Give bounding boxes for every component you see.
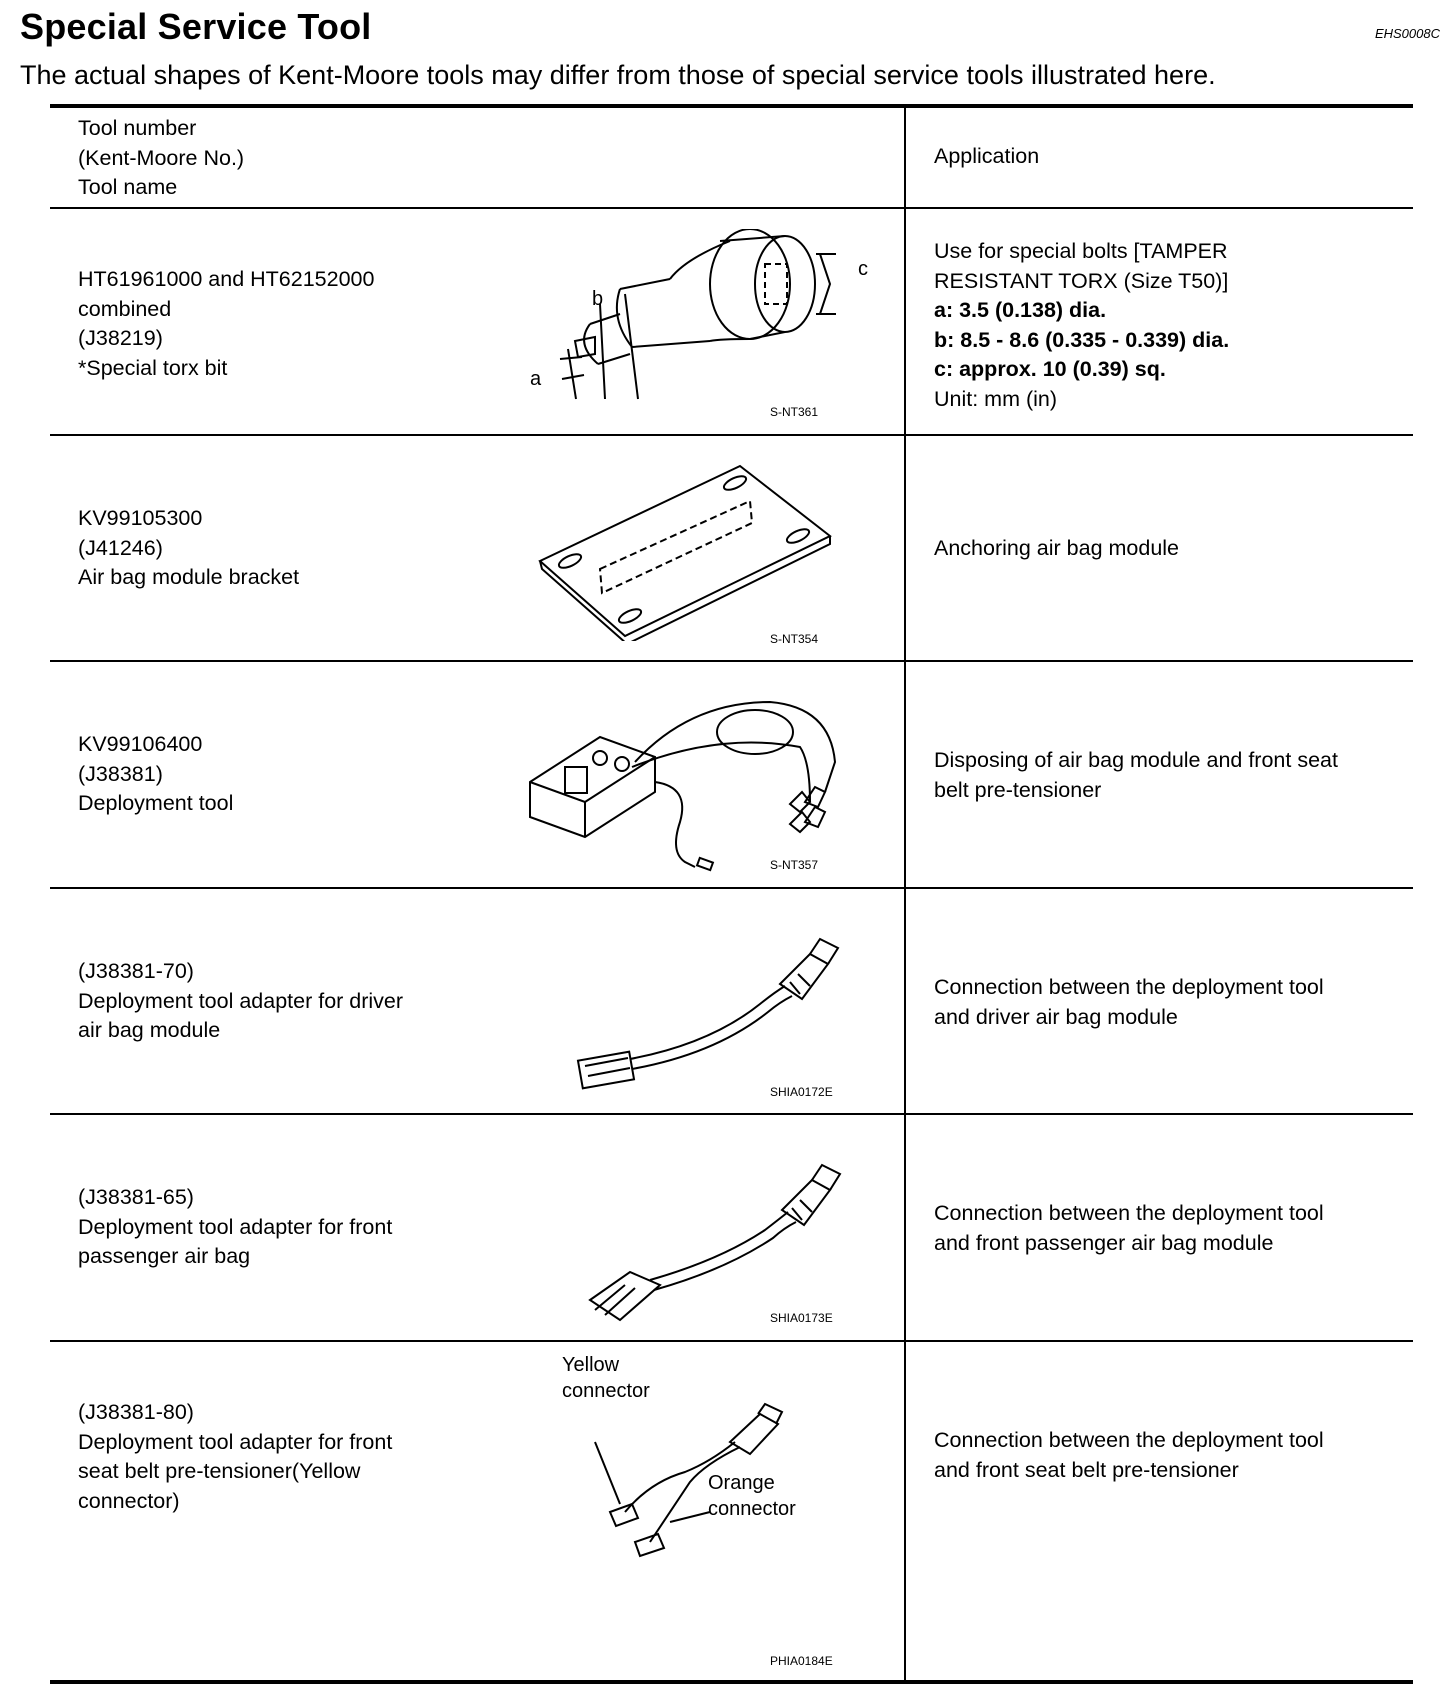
- tool-cell: [78, 730, 233, 819]
- table-row: [50, 889, 1413, 1115]
- table-row: [50, 436, 1413, 662]
- header-tool-cell: [78, 114, 244, 203]
- tool-cell: [78, 504, 299, 593]
- application-line: Use for special bolts [TAMPER: [934, 239, 1228, 263]
- tool-name: Deployment tool: [78, 791, 234, 815]
- tool-number: HT61961000 and HT62152000: [78, 267, 375, 291]
- table-row: [50, 1115, 1413, 1342]
- kent-moore-no: (J38381-70): [78, 959, 194, 983]
- application-line: belt pre-tensioner: [934, 777, 1102, 802]
- kent-moore-no: (J38381-65): [78, 1185, 194, 1209]
- application-cell: [934, 1199, 1404, 1258]
- kent-moore-no: (J41246): [78, 535, 163, 560]
- tool-name-cont: passenger air bag: [78, 1244, 251, 1268]
- adapter-driver-illustration: [570, 934, 870, 1094]
- application-cell: [934, 534, 1404, 564]
- tool-number-cont: combined: [78, 296, 172, 321]
- tool-name-cont: connector): [78, 1488, 180, 1513]
- application-line: Anchoring air bag module: [934, 536, 1180, 560]
- application-cell: [934, 746, 1404, 805]
- table-row: [50, 662, 1413, 889]
- label-orange: Orange: [708, 1472, 775, 1494]
- application-line: Connection between the deployment tool: [934, 1428, 1324, 1452]
- tool-number: KV99105300: [78, 506, 203, 530]
- label-a: a: [530, 368, 542, 390]
- figure-ref: PHIA0184E: [770, 1654, 833, 1668]
- figure-ref: S-NT354: [770, 632, 819, 646]
- label-b: b: [592, 288, 604, 310]
- bracket-illustration: [530, 461, 860, 641]
- section-code: EHS0008C: [1374, 26, 1440, 41]
- header-kent-moore-no: (Kent-Moore No.): [78, 145, 245, 170]
- kent-moore-no: (J38381): [78, 761, 163, 786]
- label-yellow-connector: connector: [562, 1380, 650, 1402]
- header-tool-name: Tool name: [78, 175, 178, 199]
- tool-cell: [78, 1398, 392, 1516]
- header-tool-number: Tool number: [78, 116, 197, 140]
- figure-ref: S-NT357: [770, 858, 819, 872]
- application-line: and front passenger air bag module: [934, 1230, 1274, 1255]
- label-orange-connector: connector: [708, 1498, 796, 1520]
- table-header-row: [50, 108, 1413, 209]
- application-line: Disposing of air bag module and front seat: [934, 748, 1338, 772]
- tool-cell: [78, 1183, 392, 1272]
- tool-number: KV99106400: [78, 732, 203, 756]
- header-application: Application: [934, 144, 1040, 168]
- tool-cell: [78, 957, 403, 1046]
- application-cell: [934, 237, 1404, 414]
- application-cell: [934, 1426, 1404, 1485]
- figure-ref: S-NT361: [770, 405, 819, 419]
- spec-b: b: 8.5 - 8.6 (0.335 - 0.339) dia.: [934, 327, 1230, 352]
- application-line: Connection between the deployment tool: [934, 975, 1324, 999]
- label-yellow: Yellow: [562, 1354, 620, 1376]
- table-row: [50, 209, 1413, 436]
- page-subtitle: The actual shapes of Kent-Moore tools may differ from those of special service tools illustrated here.: [20, 60, 1216, 90]
- application-line: RESISTANT TORX (Size T50)]: [934, 268, 1229, 293]
- label-c: c: [858, 258, 868, 280]
- tool-name: Air bag module bracket: [78, 565, 300, 589]
- adapter-passenger-illustration: [570, 1160, 870, 1330]
- figure-ref: SHIA0172E: [770, 1085, 833, 1099]
- application-line: Connection between the deployment tool: [934, 1201, 1324, 1225]
- tool-name: Deployment tool adapter for front: [78, 1429, 393, 1454]
- table-row: [50, 1342, 1413, 1684]
- tool-cell: [78, 265, 374, 383]
- tool-name: Deployment tool adapter for front: [78, 1214, 393, 1239]
- deployment-tool-illustration: [520, 692, 860, 872]
- application-line: and driver air bag module: [934, 1004, 1178, 1029]
- tool-table: [50, 104, 1413, 1684]
- tool-name: *Special torx bit: [78, 355, 228, 380]
- torx-bit-illustration: [520, 229, 880, 429]
- figure-ref: SHIA0173E: [770, 1311, 833, 1325]
- application-cell: [934, 973, 1404, 1032]
- kent-moore-no: (J38381-80): [78, 1400, 194, 1424]
- page-title: Special Service Tool: [20, 6, 372, 47]
- tool-name-cont: air bag module: [78, 1018, 221, 1042]
- tool-name-cont: seat belt pre-tensioner(Yellow: [78, 1459, 361, 1483]
- kent-moore-no: (J38219): [78, 326, 163, 350]
- tool-name: Deployment tool adapter for driver: [78, 988, 404, 1013]
- spec-unit: Unit: mm (in): [934, 386, 1058, 411]
- spec-a: a: 3.5 (0.138) dia.: [934, 298, 1107, 322]
- application-line: and front seat belt pre-tensioner: [934, 1457, 1239, 1482]
- spec-c: c: approx. 10 (0.39) sq.: [934, 357, 1166, 381]
